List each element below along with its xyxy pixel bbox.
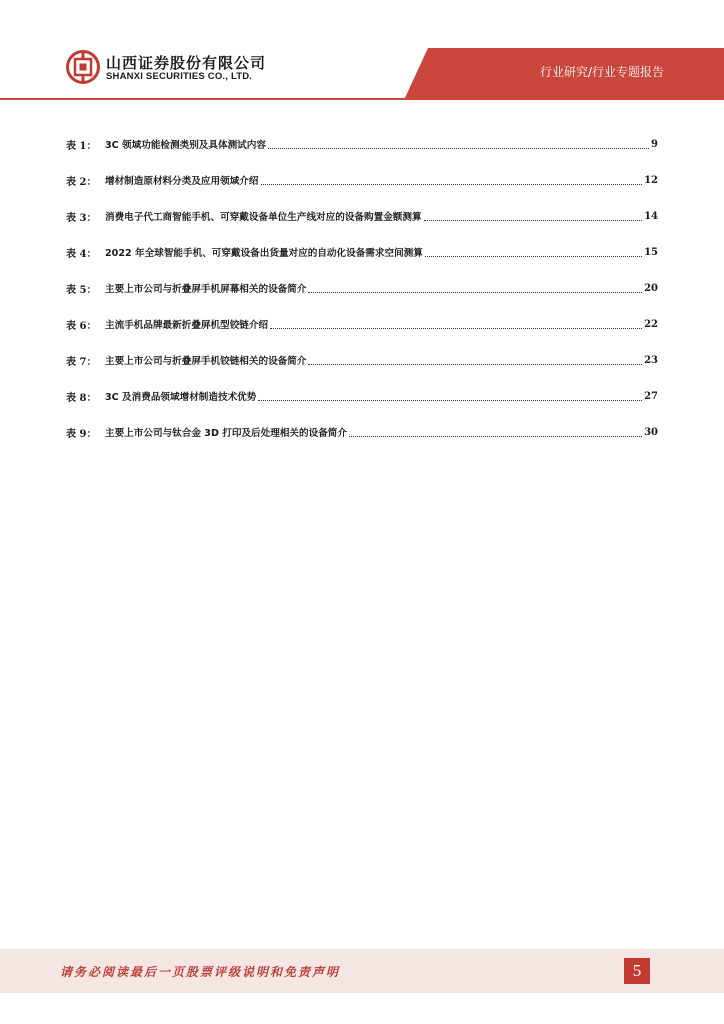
toc-page-number: 14 [644,210,658,222]
toc-label: 表 5： [66,284,97,296]
toc-label: 表 9： [66,428,97,440]
toc-label: 表 6： [66,320,97,332]
toc-leader-dots [270,328,642,329]
toc-leader-dots [425,256,642,257]
toc-leader-dots [308,364,642,365]
toc-entry-1[interactable] [66,126,658,162]
toc-page-number: 20 [644,282,658,294]
toc-entry-6[interactable] [66,306,658,342]
toc-title: 3C 及消费品领域增材制造技术优势 [105,392,257,403]
toc-label: 表 7： [66,356,97,368]
toc-label: 表 3： [66,212,97,224]
toc-page-number: 30 [644,426,658,438]
toc-leader-dots [349,436,642,437]
company-name-cn: 山西证券股份有限公司 [106,54,267,72]
toc-title: 主要上市公司与折叠屏手机铰链相关的设备简介 [105,356,307,367]
disclaimer-notice: 请务必阅读最后一页股票评级说明和免责声明 [60,965,341,979]
toc-entry-7[interactable] [66,342,658,378]
shanxi-securities-logo-icon [66,50,100,84]
table-of-tables [66,126,658,450]
toc-title: 3C 领域功能检测类别及具体测试内容 [105,140,266,151]
toc-label: 表 2： [66,176,97,188]
page-footer [0,949,724,993]
toc-title: 消费电子代工商智能手机、可穿戴设备单位生产线对应的设备购置金额测算 [105,212,422,223]
toc-leader-dots [258,400,642,401]
company-name-en: SHANXI SECURITIES CO., LTD. [106,71,253,82]
toc-title: 主要上市公司与钛合金 3D 打印及后处理相关的设备简介 [105,428,347,439]
page-number-badge: 5 [624,958,650,984]
toc-page-number: 23 [644,354,658,366]
toc-leader-dots [261,184,643,185]
toc-title: 增材制造原材料分类及应用领域介绍 [105,176,259,187]
toc-page-number: 9 [651,138,658,150]
toc-page-number: 22 [644,318,658,330]
toc-title: 主流手机品牌最新折叠屏机型铰链介绍 [105,320,269,331]
toc-leader-dots [308,292,642,293]
toc-page-number: 15 [644,246,658,258]
toc-title: 主要上市公司与折叠屏手机屏幕相关的设备简介 [105,284,307,295]
toc-label: 表 4： [66,248,97,260]
toc-entry-8[interactable] [66,378,658,414]
toc-entry-2[interactable] [66,162,658,198]
toc-leader-dots [424,220,642,221]
toc-page-number: 12 [644,174,658,186]
toc-entry-9[interactable] [66,414,658,450]
report-type-label: 行业研究/行业专题报告 [539,65,664,79]
toc-label: 表 8： [66,392,97,404]
toc-entry-4[interactable] [66,234,658,270]
toc-page-number: 27 [644,390,658,402]
toc-title: 2022 年全球智能手机、可穿戴设备出货量对应的自动化设备需求空间测算 [105,248,423,259]
toc-entry-5[interactable] [66,270,658,306]
page-header [0,0,724,100]
toc-leader-dots [268,148,649,149]
toc-label: 表 1： [66,140,97,152]
header-banner [0,0,724,100]
toc-entry-3[interactable] [66,198,658,234]
